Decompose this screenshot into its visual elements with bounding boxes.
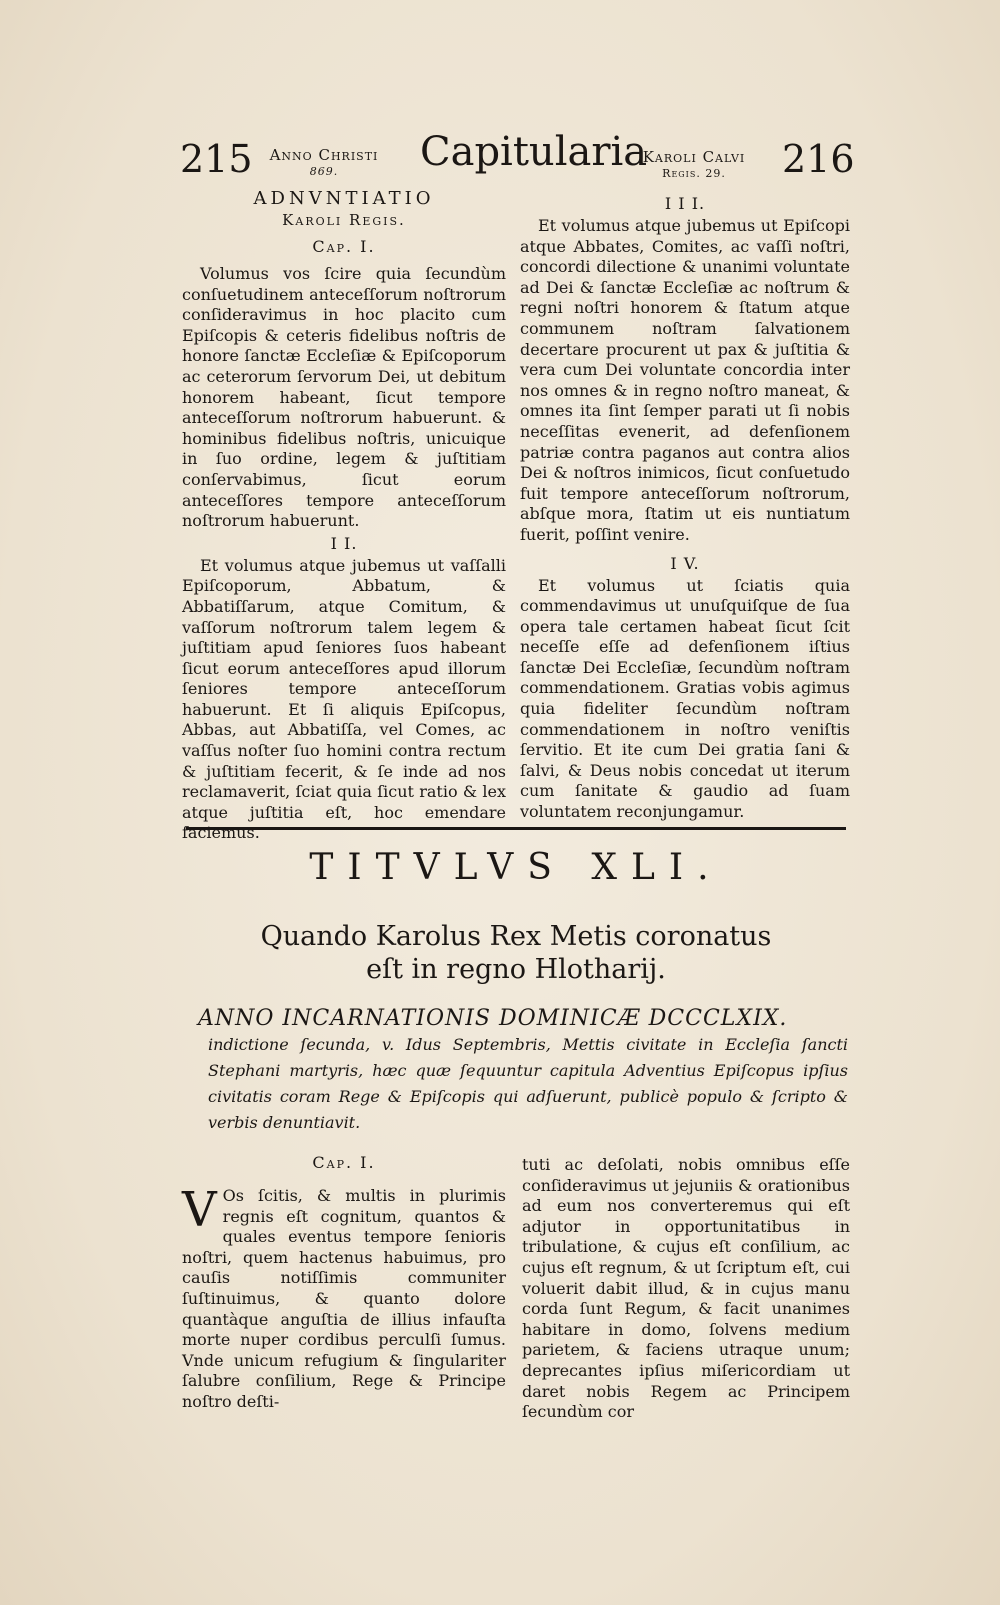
bottom-right-text: tuti ac deſolati, nobis omnibus eſſe conſideravimus ut jejuniis & orationibus ad eum nos converteremus qui eſt adjutor in opportunitatibus in tribulatione, & cujus eſt conſilium, ac cujus eſt regnum, & ut ſcriptum eſt, cui voluerit dabit illud, & in cujus manu corda ſunt Regum, & facit unanimes habitare in domo, ſolvens medium parietem, & faciens utraque unum; deprecantes ipſius miſericordiam ut daret nobis Regem ac Principem ſecundùm cor bbox=[522, 1155, 850, 1422]
anno-line: ANNO INCARNATIONIS DOMINICÆ DCCCLXIX. bbox=[198, 1006, 788, 1031]
chapter-number-2: I I. bbox=[330, 533, 358, 553]
header-right-line2: Regis. 29. bbox=[662, 166, 726, 180]
header-left bbox=[254, 148, 394, 177]
header-left-line1: Anno Christi bbox=[269, 146, 379, 164]
header-left-line2: 869. bbox=[309, 164, 339, 178]
left-column bbox=[182, 188, 506, 844]
right-column bbox=[520, 192, 850, 823]
titulus-heading: TITVLVS XLI. bbox=[309, 847, 723, 888]
section-title bbox=[186, 920, 846, 986]
section-divider bbox=[186, 827, 846, 830]
paragraph-4: Et volumus ut ſciatis quia commendavimus ut unuſquiſque de ſua opera tale certamen habeat ſicut ſcit neceſſe eſſe ad defenſionem iſtius ſanctæ Dei Eccleſiæ, ſecundùm noſtram commendationem. Gratias vobis agimus quia fideliter ſecundùm noſtram commendationem in noſtro veniſtis ſervitio. Et ite cum Dei gratia ſani & ſalvi, & Deus nobis concedat ut iterum cum ſanitate & gaudio ad ſuam voluntatem reconjungamur. bbox=[520, 575, 850, 822]
header-right-line1: Karoli Calvi bbox=[642, 148, 746, 166]
paragraph-1: Volumus vos ſcire quia ſecundùm conſuetudinem anteceſſorum noſtrorum conſideravimus in hoc placito cum Epiſcopis & ceteris fidelibus noſtris de honore ſanctæ Eccleſiæ & Epiſcoporum ac ceterorum ſervorum Dei, ut debitum honorem habeant, ſicut tempore anteceſſorum noſtrorum habuerunt. & hominibus fidelibus noſtris, unicuique in ſuo ordine, legem & juſtitiam conſervabimus, ſicut eorum anteceſſores tempore anteceſſorum noſtrorum habuerunt. bbox=[182, 264, 506, 531]
bottom-left-paragraph bbox=[182, 1182, 506, 1413]
running-title: Capitularia bbox=[420, 129, 648, 175]
drop-cap-letter: V bbox=[182, 1182, 217, 1238]
chapter-number-3: I I I. bbox=[664, 194, 706, 213]
page-number-left: 215 bbox=[180, 137, 253, 181]
intro-text: indictione ſecunda, v. Idus Septembris, Mettis civitate in Eccleſia ſancti Stephani martyris, hæc quæ ſequuntur capitula Adventius Epiſcopus ipſius civitatis coram Rege & Epiſcopis qui adſuerunt, publicè populo & ſcripto & verbis denuntiavit. bbox=[208, 1035, 848, 1132]
bottom-right-column bbox=[522, 1155, 850, 1423]
section-heading: ADNVNTIATIO bbox=[253, 188, 435, 209]
header-right bbox=[628, 150, 760, 179]
paragraph-2: Et volumus atque jubemus ut vaſſalli Epiſcoporum, Abbatum, & Abbatiſſarum, atque Comitum, & vaſſorum noſtrorum talem legem & juſtitiam apud ſeniores ſuos habeant ſicut eorum anteceſſores apud illorum ſeniores tempore anteceſſorum habuerunt. Et ſi aliquis Epiſcopus, Abbas, aut Abbatiſſa, vel Comes, ac vaſſus noſter ſuo homini contra rectum & juſtitiam fecerit, & ſe inde ad nos reclamaverit, ſciat quia ſicut ratio & lex atque juſtitia eſt, hoc emendare faciemus. bbox=[182, 555, 506, 843]
page-number-right: 216 bbox=[782, 137, 855, 181]
bottom-left-column bbox=[182, 1152, 506, 1413]
chapter-number-4: I V. bbox=[670, 553, 700, 573]
bottom-left-text: Os ſcitis, & multis in plurimis regnis eſt cognitum, quantos & quales eventus tempore ſenioris noſtri, quem hactenus habuimus, pro cauſis notiſſimis communiter ſuſtinuimus, & quanto dolore quantàque anguſtia de illius infauſta morte nuper cordibus perculſi ſumus. Vnde unicum refugium & ſingulariter ſalubre conſilium, Rege & Principe noſtro deſti- bbox=[182, 1186, 506, 1411]
chapter-heading-bottom: Cap. I. bbox=[312, 1153, 376, 1172]
paragraph-3: Et volumus atque jubemus ut Epiſcopi atque Abbates, Comites, ac vaſſi noſtri, concordi dilectione & unanimi voluntate ad Dei & ſanctæ Eccleſiæ ac noſtrum & regni noſtri honorem & ſtatum atque communem noſtram ſalvationem decertare procurent ut pax & juſtitia & vera cum Dei voluntate concordia inter nos omnes & in regno noſtro maneat, & omnes ita ſint ſemper parati ut ſi nobis neceſſitas evenerit, ad defenſionem patriæ contra paganos aut contra alios Dei & noſtros inimicos, ſicut conſuetudo fuit tempore anteceſſorum noſtrorum, abſque mora, ſtatim ut eis nuntiatum fuerit, poſſint venire. bbox=[520, 216, 850, 544]
section-title-line2: eſt in regno Hlotharij. bbox=[366, 954, 666, 985]
chapter-heading: Cap. I. bbox=[312, 237, 376, 256]
section-title-line1: Quando Karolus Rex Metis coronatus bbox=[260, 921, 772, 952]
section-subheading: Karoli Regis. bbox=[282, 211, 406, 229]
